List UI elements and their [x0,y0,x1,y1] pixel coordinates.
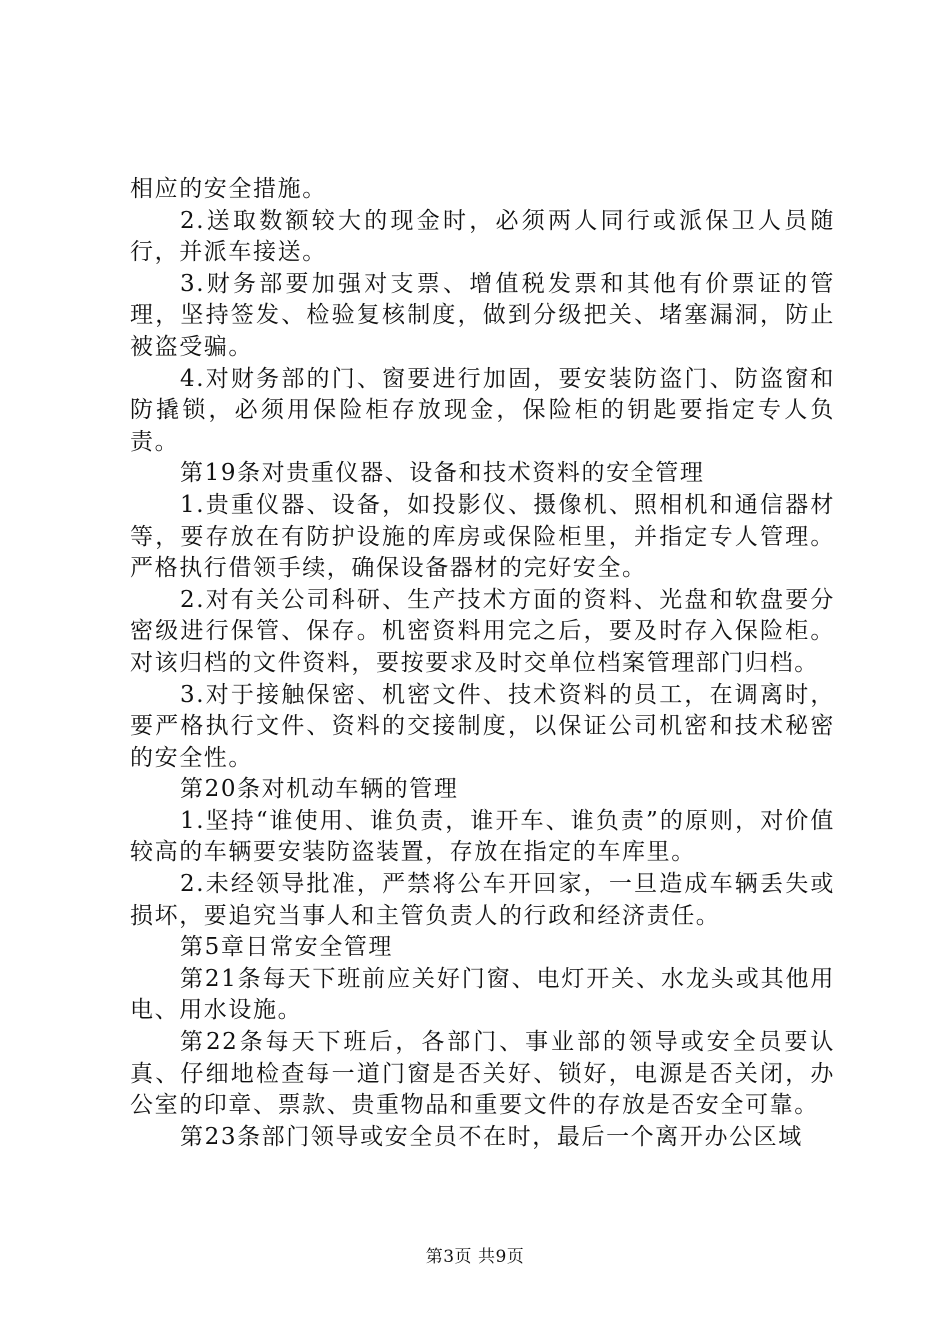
paragraph-item-4-finance-security: 4.对财务部的门、窗要进行加固，要安装防盗门、防盗窗和防撬锁，必须用保险柜存放现金，保险柜的钥匙要指定专人负责。 [130,365,835,455]
document-body [130,174,835,1153]
paragraph-continuation: 相应的安全措施。 [130,176,327,202]
page-number-footer: 第3页 共9页 [425,1247,525,1267]
paragraph-19-item-1: 1.贵重仪器、设备，如投影仪、摄像机、照相机和通信器材等，要存放在有防护设施的库房或保险柜里，并指定专人管理。严格执行借领手续，确保设备器材的完好安全。 [130,491,835,582]
article-20-heading: 第20条对机动车辆的管理 [180,776,459,803]
chapter-5-heading: 第5章日常安全管理 [180,934,394,961]
paragraph-19-item-2: 2.对有关公司科研、生产技术方面的资料、光盘和软盘要分密级进行保管、保存。机密资料用完之后，要及时存入保险柜。对该归档的文件资料，要按要求及时交单位档案管理部门归档。 [130,586,835,676]
paragraph-20-item-1: 1.坚持“谁使用、谁负责，谁开车、谁负责”的原则，对价值较高的车辆要安装防盗装置，存放在指定的车库里。 [130,807,835,866]
article-22: 第22条每天下班后，各部门、事业部的领导或安全员要认真、仔细地检查每一道门窗是否关好、锁好，电源是否关闭，办公室的印章、票款、贵重物品和重要文件的存放是否安全可靠。 [130,1029,835,1119]
article-23: 第23条部门领导或安全员不在时，最后一个离开办公区域 [180,1123,803,1150]
article-21: 第21条每天下班前应关好门窗、电灯开关、水龙头或其他用电、用水设施。 [130,965,835,1024]
paragraph-item-2-cash-transport: 2.送取数额较大的现金时，必须两人同行或派保卫人员随行，并派车接送。 [130,207,835,266]
article-19-heading: 第19条对贵重仪器、设备和技术资料的安全管理 [180,460,705,487]
paragraph-item-3-bill-management: 3.财务部要加强对支票、增值税发票和其他有价票证的管理，坚持签发、检验复核制度，做到分级把关、堵塞漏洞，防止被盗受骗。 [130,270,835,360]
paragraph-19-item-3: 3.对于接触保密、机密文件、技术资料的员工，在调离时，要严格执行文件、资料的交接制度，以保证公司机密和技术秘密的安全性。 [130,681,835,771]
paragraph-20-item-2: 2.未经领导批准，严禁将公车开回家，一旦造成车辆丢失或损坏，要追究当事人和主管负责人的行政和经济责任。 [130,871,835,929]
